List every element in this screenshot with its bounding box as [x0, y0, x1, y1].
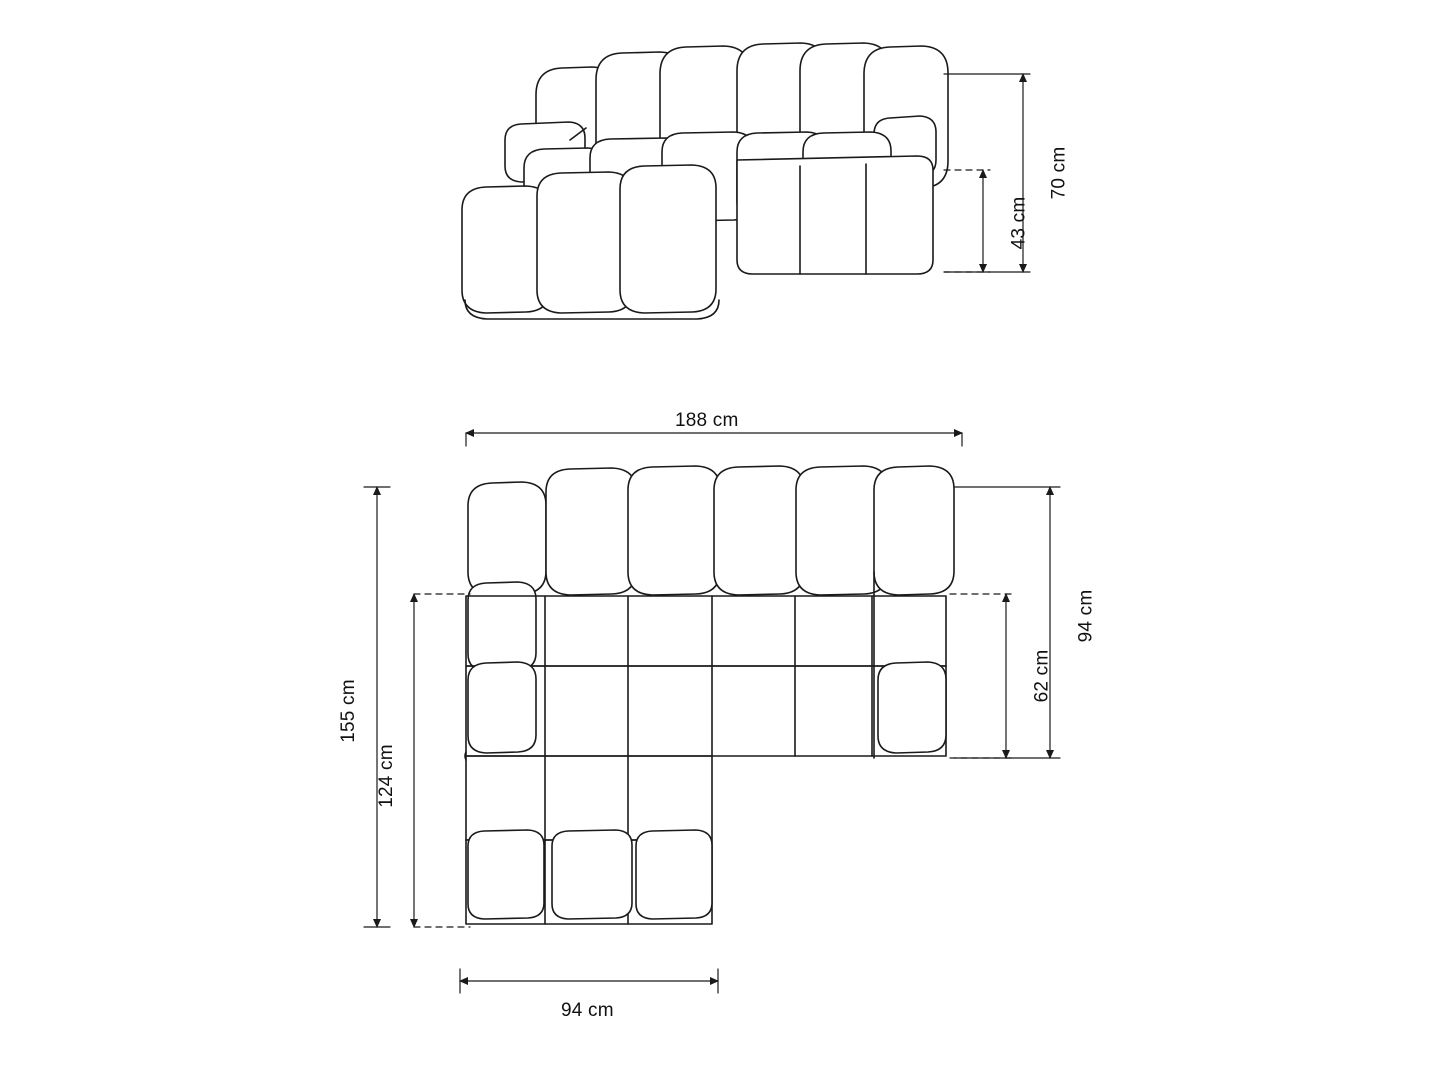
- top-view-group: [465, 466, 954, 924]
- plan-back-module-2: [546, 468, 636, 595]
- plan-chaise-cushion-1: [468, 830, 544, 919]
- label-depth-right-arm: 94 cm: [1075, 589, 1097, 643]
- plan-back-module-6: [874, 466, 954, 595]
- label-width-total: 188 cm: [675, 410, 739, 431]
- label-height-total: 70 cm: [1048, 146, 1070, 200]
- label-depth-total: 155 cm: [337, 679, 359, 743]
- plan-chaise-row-1: [466, 756, 712, 840]
- plan-back-module-3: [628, 466, 720, 595]
- label-depth-seat: 62 cm: [1031, 649, 1053, 703]
- chaise-cushion-3: [620, 165, 716, 313]
- plan-back-module-4: [714, 466, 804, 595]
- label-depth-inner: 124 cm: [375, 744, 397, 808]
- plan-seat-2-1: [468, 662, 536, 753]
- chaise-cushion-2: [537, 172, 633, 313]
- plan-back-module-1: [468, 482, 546, 595]
- base-block-right: [737, 156, 933, 274]
- plan-chaise-cushion-2: [552, 830, 632, 919]
- plan-chaise-cushion-3: [636, 830, 712, 919]
- label-height-seat: 43 cm: [1008, 196, 1030, 250]
- label-width-corner: 94 cm: [561, 1000, 614, 1021]
- front-view-group: [462, 43, 948, 319]
- plan-seat-2-6: [878, 662, 946, 753]
